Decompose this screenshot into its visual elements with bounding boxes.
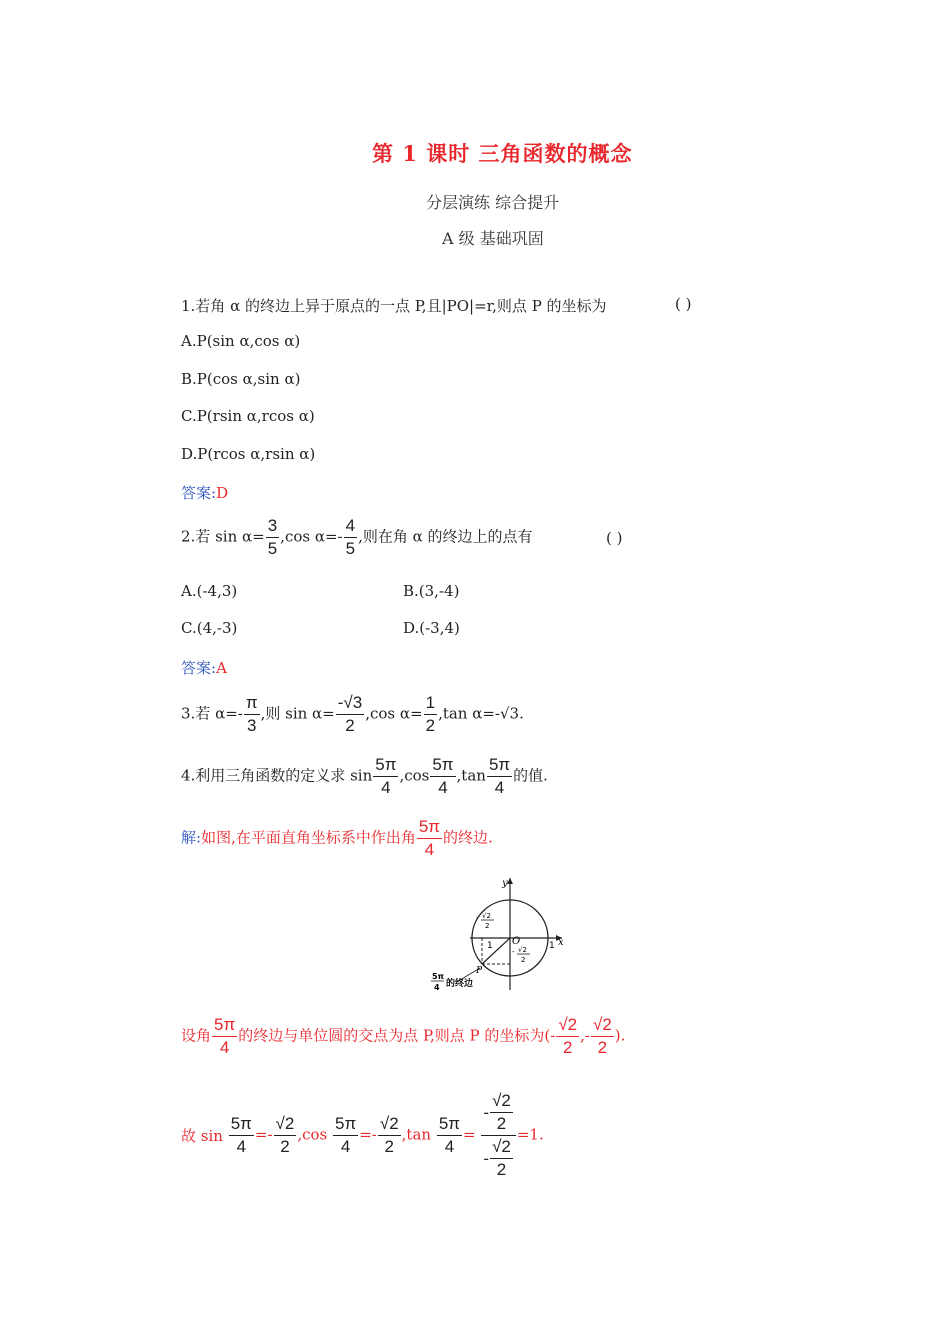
y-one-label: 1: [487, 941, 493, 951]
fraction: [333, 1113, 358, 1158]
denominator: 2: [563, 1038, 573, 1057]
denominator: 2: [345, 716, 355, 735]
numerator: √2: [556, 1014, 579, 1037]
numerator: 5π: [212, 1014, 237, 1037]
numerator: π: [244, 692, 260, 715]
solution-text: =-: [359, 1125, 377, 1144]
q1-answer: [181, 482, 228, 503]
solution-text: 设角: [181, 1026, 212, 1045]
fraction: [244, 692, 260, 737]
compound-fraction: [481, 1090, 515, 1181]
solution-label: 解:: [181, 828, 202, 847]
q2-text-2: ,cos α=-: [280, 527, 343, 546]
denominator: 4: [438, 778, 448, 797]
fraction: [212, 1014, 237, 1059]
numerator: 5π: [333, 1113, 358, 1136]
solution-text: ,-: [580, 1026, 590, 1045]
q3-text-4: ,tan α=-√3.: [438, 704, 524, 723]
q1-stem: 1.若角 α 的终边上异于原点的一点 P,且|PO|=r,则点 P 的坐标为: [181, 297, 607, 315]
q2-option-d: D.(-3,4): [403, 619, 460, 637]
origin-label: O: [512, 936, 521, 947]
minus-sign: -: [476, 914, 479, 922]
answer-label: 答案:: [181, 659, 217, 677]
q3-text-1: 3.若 α=-: [181, 704, 243, 723]
fraction: [229, 1113, 254, 1158]
section-subtitle: 分层演练 综合提升: [426, 193, 560, 212]
level-heading: A 级 基础巩固: [442, 229, 544, 248]
solution-text: =1.: [516, 1125, 544, 1144]
solution-text: ,cos: [297, 1125, 328, 1144]
fraction: [344, 515, 357, 560]
denominator: 5: [267, 539, 278, 558]
denominator: [481, 1136, 515, 1181]
q2-option-c: C.(4,-3): [181, 619, 238, 637]
fraction: [336, 692, 364, 737]
solution-text: 故 sin: [181, 1127, 223, 1145]
fraction: [490, 1090, 513, 1135]
denominator: 2: [496, 1114, 507, 1133]
q1-option-d: D.P(rcos α,rsin α): [181, 445, 316, 463]
solution-text: =-: [254, 1125, 273, 1144]
denominator: 4: [424, 840, 435, 859]
numerator: √2: [490, 1136, 513, 1159]
q2-answer: [181, 657, 227, 678]
q2-answer-paren: ( ): [606, 529, 623, 547]
answer-value: A: [216, 659, 227, 677]
denominator: 5: [345, 539, 356, 558]
fraction: [274, 1113, 297, 1158]
numerator: 5π: [229, 1113, 254, 1136]
denominator: 2: [425, 716, 436, 735]
answer-label: 答案:: [181, 484, 217, 502]
fraction: [373, 754, 398, 799]
caption-den: 4: [434, 983, 440, 992]
numerator: 5π: [437, 1113, 462, 1136]
fraction: [487, 754, 512, 799]
answer-value: D: [216, 484, 229, 502]
denominator: 2: [496, 1160, 507, 1179]
y-axis-arrow: [507, 878, 513, 884]
denominator: 4: [444, 1137, 455, 1156]
caption-text: 的终边: [446, 979, 474, 989]
fraction: [437, 1113, 462, 1158]
q2-stem: [181, 515, 533, 560]
label-num: √2: [518, 946, 527, 954]
denominator: 4: [494, 778, 505, 797]
fraction: [266, 515, 279, 560]
solution-line-1: [181, 816, 493, 861]
numerator: 5π: [417, 816, 442, 839]
solution-text: 的终边.: [443, 828, 493, 847]
numerator: 4: [344, 515, 357, 538]
q3-text-2: ,则 sin α=: [260, 704, 335, 723]
numerator: 5π: [430, 754, 455, 777]
denominator: 4: [381, 778, 391, 797]
q4-text-2: ,cos: [399, 766, 430, 785]
q2-option-b: B.(3,-4): [403, 582, 460, 600]
q3-stem: [181, 692, 524, 737]
solution-text: 如图,在平面直角坐标系中作出角: [201, 828, 416, 847]
denominator: 2: [384, 1137, 394, 1156]
denominator: 4: [236, 1137, 247, 1156]
numerator: 5π: [487, 754, 512, 777]
solution-line-3: [181, 1090, 544, 1181]
solution-line-2: [181, 1014, 625, 1059]
q4-stem: [181, 754, 548, 799]
q4-text-3: ,tan: [456, 766, 486, 785]
fraction: [556, 1014, 579, 1059]
x-one-label: 1: [549, 941, 555, 951]
q1-answer-paren: ( ): [675, 295, 692, 313]
minus-sign: -: [483, 1148, 490, 1168]
page-title: 第 1 课时 三角函数的概念: [372, 141, 633, 166]
minus-sign: -: [483, 1102, 490, 1122]
denominator: 3: [246, 716, 257, 735]
label-num: √2: [482, 912, 491, 920]
denominator: 2: [597, 1038, 608, 1057]
solution-text: =: [463, 1125, 476, 1144]
numerator: √2: [274, 1113, 297, 1136]
numerator: √2: [378, 1113, 401, 1136]
fraction: [424, 692, 437, 737]
solution-text: ,tan: [401, 1125, 432, 1144]
point-p-label: P: [476, 966, 483, 976]
fraction: [378, 1113, 401, 1158]
denominator: 4: [219, 1038, 230, 1057]
solution-text: ).: [614, 1026, 626, 1045]
numerator: √2: [490, 1090, 513, 1113]
denominator: 2: [280, 1137, 290, 1156]
numerator: 1: [424, 692, 437, 715]
numerator: 5π: [373, 754, 398, 777]
unit-circle-figure: [420, 872, 580, 994]
q3-text-3: ,cos α=: [365, 704, 423, 723]
y-label: y: [502, 878, 508, 889]
fraction: [430, 754, 455, 799]
solution-text: 的终边与单位圆的交点为点 P,则点 P 的坐标为(-: [238, 1026, 556, 1045]
numerator: -√3: [336, 692, 364, 715]
fraction: [490, 1136, 513, 1181]
caption-num: 5π: [432, 972, 444, 981]
q1-option-a: A.P(sin α,cos α): [181, 332, 301, 350]
fraction: [591, 1014, 614, 1059]
label-den: 2: [521, 956, 526, 964]
denominator: 4: [340, 1137, 351, 1156]
q2-text-3: ,则在角 α 的终边上的点有: [358, 527, 533, 546]
q1-option-b: B.P(cos α,sin α): [181, 370, 301, 388]
numerator: [481, 1090, 515, 1136]
fraction: [417, 816, 442, 861]
numerator: 3: [266, 515, 279, 538]
q2-text-1: 2.若 sin α=: [181, 527, 265, 546]
numerator: √2: [591, 1014, 614, 1037]
minus-sign: -: [512, 948, 515, 956]
q2-option-a: A.(-4,3): [181, 582, 238, 600]
label-den: 2: [485, 922, 490, 930]
q1-option-c: C.P(rsin α,rcos α): [181, 407, 315, 425]
q4-text-4: 的值.: [513, 766, 548, 785]
x-label: x: [558, 937, 564, 948]
q4-text-1: 4.利用三角函数的定义求 sin: [181, 766, 373, 785]
